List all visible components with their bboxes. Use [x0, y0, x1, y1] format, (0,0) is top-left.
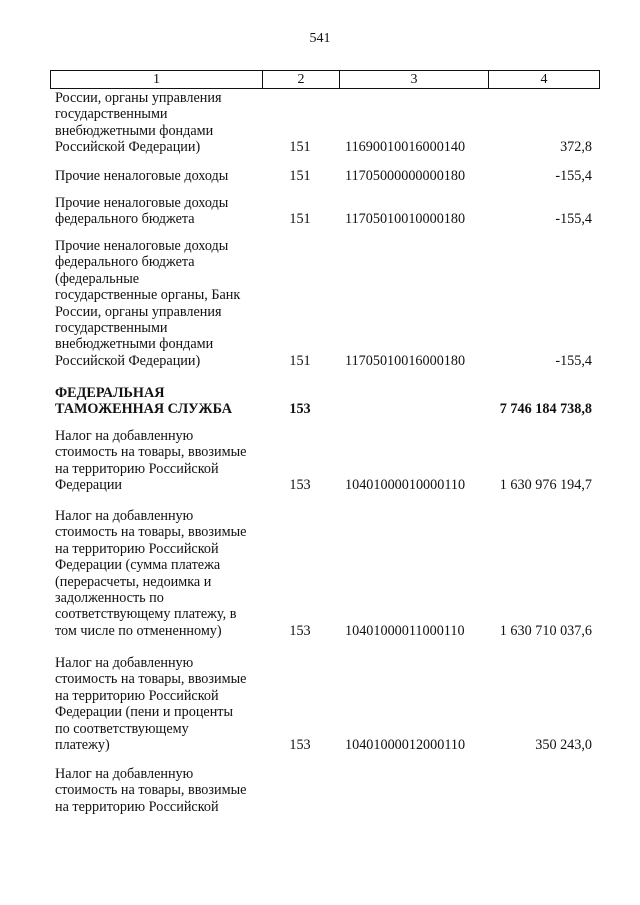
description-line: государственные органы, Банк [55, 287, 241, 304]
description-line: стоимость на товары, ввозимые [55, 671, 247, 688]
description-line: (перерасчеты, недоимка и [55, 573, 212, 590]
row-code: 153 [289, 737, 311, 753]
description-line: на территорию Российской [55, 798, 219, 815]
row-kbk: 10401000010000110 [345, 477, 466, 494]
description-line: ФЕДЕРАЛЬНАЯ [55, 385, 165, 401]
row-kbk: 11690010016000140 [345, 139, 466, 156]
row-amount: 7 746 184 738,8 [499, 401, 592, 418]
row-description [55, 385, 257, 418]
description-line: на территорию Российской [55, 460, 219, 477]
row-code: 153 [289, 401, 311, 418]
description-line: стоимость на товары, ввозимые [55, 444, 247, 461]
row-kbk: 10401000011000110 [345, 622, 465, 639]
description-line: Налог на добавленную [55, 428, 194, 444]
description-line: Налог на добавленную [55, 655, 194, 671]
row-kbk: 11705010016000180 [345, 352, 466, 369]
row-code: 151 [289, 352, 311, 369]
description-line: Налог на добавленную [55, 766, 194, 782]
description-line: ТАМОЖЕННАЯ СЛУЖБА [55, 401, 233, 418]
header-col-1: 1 [51, 71, 263, 88]
row-code: 153 [289, 622, 311, 639]
description-line: России, органы управления [55, 90, 222, 106]
row-amount: -155,4 [555, 168, 592, 184]
row-kbk: 11705010010000180 [345, 211, 466, 228]
description-line: Прочие неналоговые доходы [55, 238, 229, 254]
row-description [55, 238, 257, 369]
description-line: государственными [55, 320, 168, 337]
description-line: государственными [55, 106, 168, 123]
row-kbk: 10401000012000110 [345, 737, 466, 753]
row-code: 151 [289, 211, 311, 228]
description-line: Федерации (пени и проценты [55, 704, 234, 721]
description-line: Прочие неналоговые доходы [55, 168, 229, 184]
header-col-4: 4 [489, 71, 600, 88]
row-description [55, 195, 257, 228]
row-description [55, 766, 257, 815]
row-amount: 372,8 [560, 139, 592, 156]
description-line: по соответствующему [55, 720, 189, 737]
description-line: том числе по отмененному) [55, 622, 222, 639]
description-line: федерального бюджета [55, 254, 195, 271]
description-line: Федерации [55, 477, 123, 494]
description-line: внебюджетными фондами [55, 336, 214, 353]
row-amount: 350 243,0 [535, 737, 592, 753]
row-amount: -155,4 [555, 352, 592, 369]
page-number: 541 [309, 31, 331, 46]
row-amount: -155,4 [555, 211, 592, 228]
description-line: задолженность по [55, 590, 164, 607]
description-line: на территорию Российской [55, 540, 219, 557]
row-code: 151 [289, 139, 311, 156]
row-amount: 1 630 710 037,6 [499, 622, 592, 639]
header-col-3: 3 [340, 71, 489, 88]
description-line: Федерации (сумма платежа [55, 557, 221, 574]
description-line: Российской Федерации) [55, 352, 201, 369]
row-description [55, 168, 257, 184]
description-line: федерального бюджета [55, 211, 195, 228]
description-line: Прочие неналоговые доходы [55, 195, 229, 211]
description-line: России, органы управления [55, 303, 222, 320]
description-line: стоимость на товары, ввозимые [55, 782, 247, 799]
description-line: (федеральные [55, 270, 140, 287]
description-line: внебюджетными фондами [55, 122, 214, 139]
row-description [55, 90, 257, 156]
header-col-2: 2 [263, 71, 340, 88]
description-line: стоимость на товары, ввозимые [55, 524, 247, 541]
row-amount: 1 630 976 194,7 [499, 477, 592, 494]
row-description [55, 428, 257, 494]
row-kbk: 11705000000000180 [345, 168, 466, 184]
row-description [55, 508, 257, 639]
description-line: платежу) [55, 737, 110, 754]
row-description [55, 655, 257, 753]
row-code: 153 [289, 477, 311, 494]
description-line: Российской Федерации) [55, 139, 201, 156]
description-line: Налог на добавленную [55, 508, 194, 524]
table-header [50, 70, 600, 89]
description-line: соответствующему платежу, в [55, 606, 237, 623]
row-code: 151 [289, 168, 311, 184]
description-line: на территорию Российской [55, 687, 219, 704]
